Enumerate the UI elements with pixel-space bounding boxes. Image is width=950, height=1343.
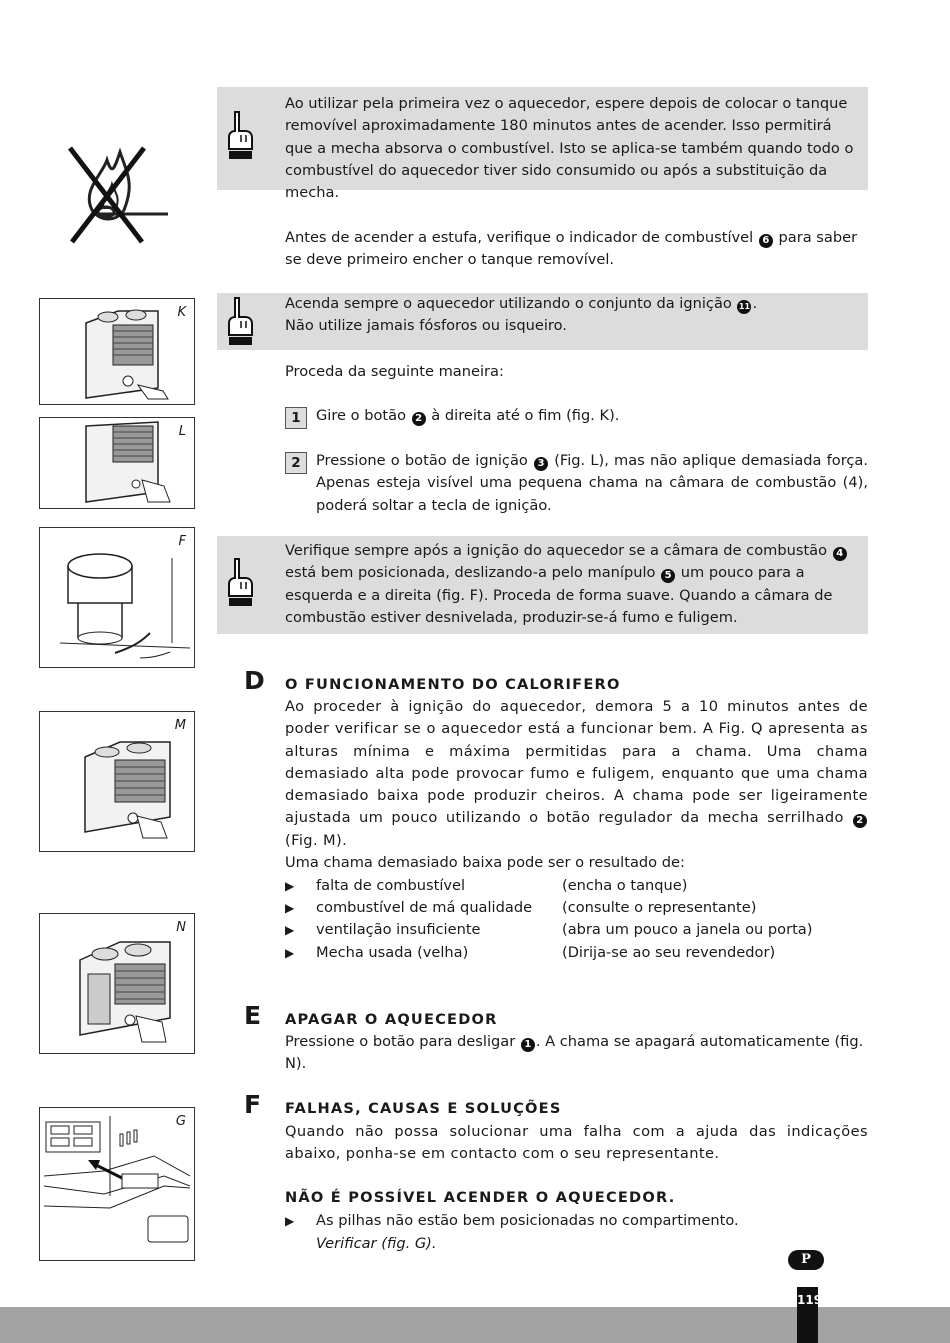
- list-item: [285, 875, 868, 897]
- bullet-arrow-icon: ▶: [285, 946, 295, 960]
- list-item: [285, 942, 868, 964]
- figure-g: [39, 1107, 195, 1261]
- list-item: [285, 1210, 868, 1232]
- off-button-number: 1: [521, 1038, 535, 1052]
- pointing-hand-icon: [225, 556, 255, 610]
- note-ignition-text-b: .: [752, 295, 758, 312]
- note-first-use-text: Ao utilizar pela primeira vez o aquecedor, espere depois de colocar o tanque removível aproximadamente 180 minutos antes de acender. Isso permitirá que a mecha absorva o combustível. Isto se aplica-se também quando todo o combustível do aquecedor tiver sido consumido ou após a substituição da mecha.: [285, 95, 854, 202]
- cause-text: combustível de má qualidade: [316, 899, 533, 916]
- figure-label-n: N: [176, 920, 186, 935]
- figure-n: [39, 913, 195, 1054]
- heater-illustration: [78, 417, 178, 509]
- section-d-text-a: Ao proceder à ignição do aquecedor, demora 5 a 10 minutos antes de poder verificar se o aquecedor está a funcionar bem. A Fig. Q apresenta as alturas mínima e máxima permitidas para a chama. Uma chama demasiado alta pode provocar fumo e fuligem, enquanto que uma chama demasiado baixa pode produzir cheiros. A chama pode ser ligeiramente ajustada um pouco utilizando o botão regulador da mecha serrilhado: [285, 698, 868, 827]
- figure-label-l: L: [178, 424, 186, 439]
- step-number-2: 2: [285, 452, 307, 474]
- step-2-text-a: Pressione o botão de ignição: [316, 452, 528, 469]
- language-badge: P: [788, 1250, 824, 1270]
- section-e-title: APAGAR O AQUECEDOR: [285, 1011, 498, 1028]
- section-f-subtitle: NÃO É POSSÍVEL ACENDER O AQUECEDOR.: [285, 1189, 676, 1206]
- note-ignition: [217, 293, 868, 350]
- heater-illustration: [78, 303, 178, 403]
- note-ignition-line2: Não utilize jamais fósforos ou isqueiro.: [285, 317, 567, 335]
- fault-item-note: Verificar (fig. G).: [316, 1235, 437, 1252]
- action-text: (abra um pouco a janela ou porta): [562, 921, 813, 938]
- pointing-hand-icon: [225, 295, 255, 349]
- figure-l: [39, 417, 195, 509]
- procedure-intro: Proceda da seguinte maneira:: [285, 363, 504, 380]
- fuel-indicator-number: 6: [759, 234, 773, 248]
- figure-f: [39, 527, 195, 668]
- battery-compartment-illustration: [44, 1116, 190, 1256]
- cause-text: ventilação insuficiente: [316, 921, 481, 938]
- bullet-arrow-icon: ▶: [285, 901, 295, 915]
- combustion-chamber-illustration: [60, 548, 190, 666]
- step-1-text: [316, 405, 868, 427]
- section-letter-e: E: [244, 1001, 262, 1030]
- figure-label-f: F: [178, 534, 186, 549]
- heater-illustration: [75, 732, 185, 844]
- figure-k: [39, 298, 195, 405]
- heater-illustration: [70, 930, 185, 1048]
- section-e-text-b: . A chama se apagará automaticamente (fig. N).: [285, 1033, 864, 1073]
- note-combustion-text-c: um pouco para a esquerda e a direita (fig. F). Proceda de forma suave. Quando a câmara de combustão estiver desnivelada, produzir-se-á fumo e fuligem.: [285, 564, 833, 626]
- section-f-paragraph: Quando não possa solucionar uma falha com a ajuda das indicações abaixo, ponha-se em contacto com o seu representante.: [285, 1123, 868, 1163]
- handle-number: 5: [661, 569, 675, 583]
- check-fuel-text-b: para saber se deve primeiro encher o tanque removível.: [285, 229, 858, 269]
- section-e-paragraph: [285, 1031, 868, 1076]
- figure-label-k: K: [177, 305, 186, 320]
- wick-knob-number: 2: [853, 814, 867, 828]
- note-combustion-text-b: está bem posicionada, deslizando-a pelo manípulo: [285, 564, 656, 582]
- list-item: [285, 919, 868, 941]
- note-ignition-text-a: Acenda sempre o aquecedor utilizando o conjunto da ignição: [285, 295, 732, 312]
- list-item: [285, 897, 868, 919]
- low-flame-intro: Uma chama demasiado baixa pode ser o resultado de:: [285, 854, 685, 871]
- figure-m: [39, 711, 195, 852]
- step-1-text-b: à direita até o fim (fig. K).: [431, 407, 620, 424]
- action-text: (encha o tanque): [562, 877, 688, 894]
- step-2-text: [316, 450, 868, 517]
- section-d-text-b: (Fig. M).: [285, 831, 348, 849]
- bullet-arrow-icon: ▶: [285, 1214, 295, 1228]
- step-number-1: 1: [285, 407, 307, 429]
- figure-label-g: G: [175, 1114, 186, 1129]
- action-text: (consulte o representante): [562, 899, 757, 916]
- combustion-chamber-number: 4: [833, 547, 847, 561]
- section-e-text-a: Pressione o botão para desligar: [285, 1033, 516, 1050]
- note-combustion-chamber: [217, 536, 868, 634]
- figure-label-m: M: [174, 718, 186, 733]
- pointing-hand-icon: [225, 109, 255, 163]
- step-1-text-a: Gire o botão: [316, 407, 407, 424]
- page-number: 119: [797, 1287, 818, 1343]
- step-2-text-b: (Fig. L), mas não aplique demasiada força. Apenas esteja visível uma pequena chama na câmara de combustão (4), poderá soltar a tecla de ignição.: [316, 452, 868, 514]
- section-d-paragraph: [285, 696, 868, 852]
- check-fuel-text-a: Antes de acender a estufa, verifique o indicador de combustível: [285, 229, 754, 246]
- fault-item-text: As pilhas não estão bem posicionadas no compartimento.: [316, 1212, 739, 1229]
- cause-text: Mecha usada (velha): [316, 944, 469, 961]
- note-first-use: [217, 87, 868, 202]
- note-combustion-text-a: Verifique sempre após a ignição do aquecedor se a câmara de combustão: [285, 542, 828, 559]
- section-letter-f: F: [244, 1090, 262, 1119]
- bullet-arrow-icon: ▶: [285, 923, 295, 937]
- ignition-assembly-number: 11: [737, 300, 751, 314]
- no-match-icon: [62, 140, 172, 248]
- step-2-button-number: 3: [534, 457, 548, 471]
- action-text: (Dirija-se ao seu revendedor): [562, 944, 776, 961]
- step-1-button-number: 2: [412, 412, 426, 426]
- bullet-arrow-icon: ▶: [285, 879, 295, 893]
- check-fuel-paragraph: [285, 227, 868, 272]
- section-letter-d: D: [244, 666, 265, 695]
- cause-text: falta de combustível: [316, 877, 466, 894]
- section-d-title: O FUNCIONAMENTO DO CALORIFERO: [285, 676, 621, 693]
- section-f-title: FALHAS, CAUSAS E SOLUÇÕES: [285, 1100, 562, 1117]
